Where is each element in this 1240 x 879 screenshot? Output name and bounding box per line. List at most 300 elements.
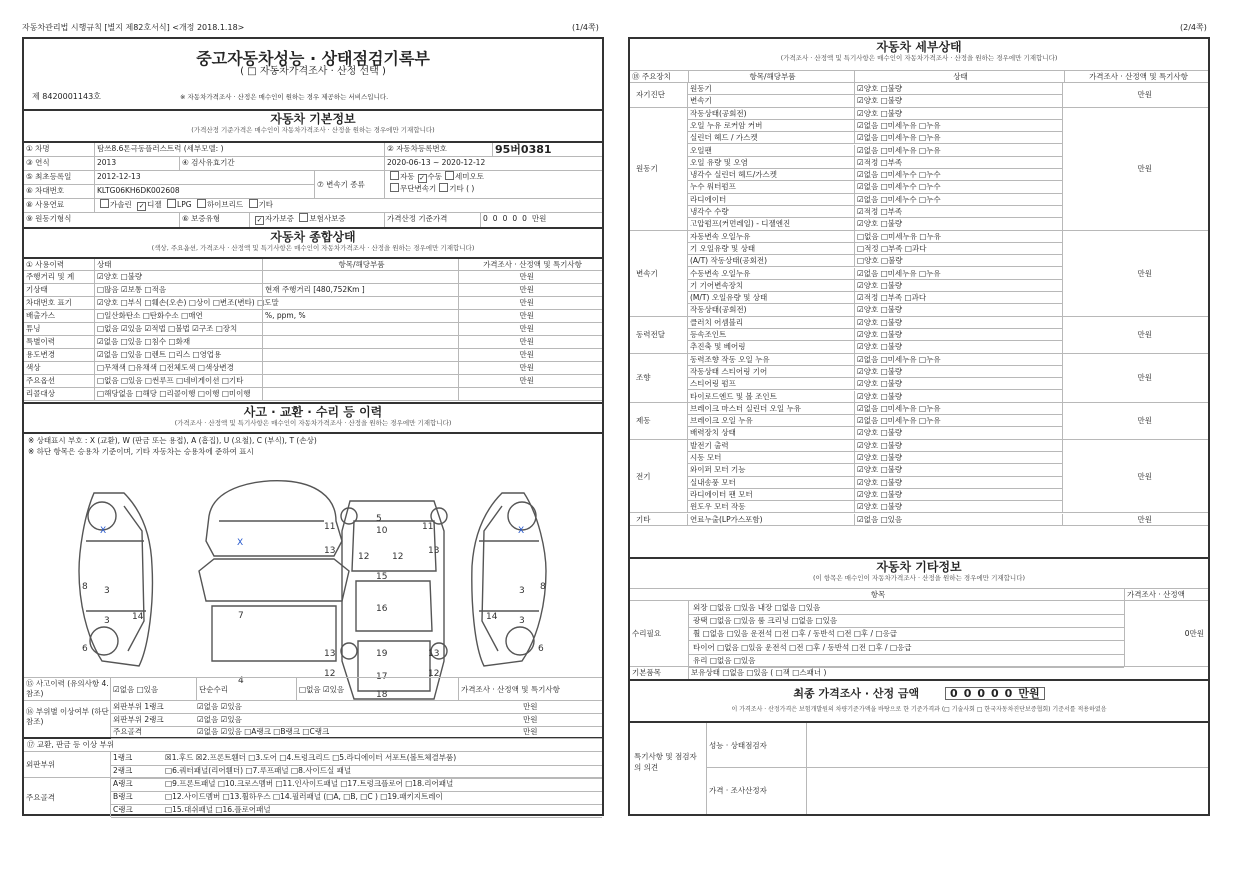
detail-row: [688, 329, 1062, 341]
detail-row: [688, 477, 1062, 489]
base-price-digit: 0: [522, 214, 532, 223]
trans-other-checkbox[interactable]: [439, 183, 448, 192]
base-price-digit: 0: [512, 214, 523, 223]
frame-rows: [110, 778, 602, 817]
overall-row-price: 만원: [458, 284, 604, 296]
overall-row-detail: [262, 388, 458, 400]
exchange-rank: C랭크: [113, 805, 133, 814]
detail-row-item: 작동상태 스티어링 기어: [690, 366, 768, 376]
part-16: 16: [376, 604, 388, 614]
rank-label: 외판부위 1랭크: [113, 702, 164, 711]
detail-row-state: ☑양호 □불량: [854, 83, 1064, 94]
detail-row-state: ☑없음 □미세누수 □누수: [854, 194, 1064, 205]
part-14: 14: [486, 612, 498, 622]
overall-row-price: 만원: [458, 362, 604, 374]
part-5: 5: [376, 514, 382, 524]
detail-row: [688, 83, 1062, 95]
warranty-insurer-label: 보험사보증: [309, 214, 346, 223]
base-price-digit: 0: [502, 214, 513, 223]
exchange-items: □9.프론트패널 □10.크로스멤버 □11.인사이드패널 □17.트렁크플로어 □18.리어패널: [165, 779, 454, 788]
detail-row: [688, 243, 1062, 255]
special-appraiser-input[interactable]: [806, 768, 1208, 814]
repair-row: 광택 □없음 □있음 룸 크리닝 □없음 □있음: [689, 614, 1124, 628]
overall-row-detail: [262, 336, 458, 348]
basic-items-row: [630, 667, 1208, 681]
detail-row: [688, 452, 1062, 464]
detail-row-state: ☑적정 □부족: [854, 206, 1064, 217]
engine-label: ⑨ 원동기형식: [26, 214, 72, 223]
detail-group-label: 원동기: [630, 108, 688, 231]
accident-legend: [24, 435, 602, 457]
first-reg-label: ⑤ 최초등록일: [24, 171, 94, 185]
detail-row-state: ☑적정 □부족 □과다: [854, 292, 1064, 303]
detail-row: [688, 366, 1062, 378]
page-number-1: (1/4쪽): [572, 23, 599, 32]
detail-row-state: ☑양호 □불량: [854, 440, 1064, 451]
base-price-digit: 0: [492, 214, 503, 223]
detail-note: (가격조사 · 산정액 및 특기사항은 매수인이 자동차가격조사 · 산정을 원하는 경우에만 기재합니다): [780, 54, 1058, 62]
basic-items-value: 보유상태 □없음 □있음 ( □잭 □스패너 ): [688, 667, 1124, 679]
reg-label: ② 자동차등록번호: [384, 143, 492, 156]
part-12: 12: [392, 552, 404, 562]
rank-row: [111, 726, 602, 739]
exchange-items: □6.쿼터패널(리어휀더) □7.루프패널 □8.사이드실 패널: [165, 766, 352, 775]
detail-group-label: 제동: [630, 403, 688, 440]
final-digit: 0: [977, 687, 991, 700]
detail-row-item: 라디에이터 팬 모터: [690, 489, 753, 499]
rank-row: [111, 701, 602, 714]
detail-row-item: 실린더 헤드 / 가스켓: [690, 133, 758, 143]
detail-row: [688, 231, 1062, 243]
part-18: 18: [376, 690, 388, 700]
fuel-diesel-label: 디젤: [147, 200, 162, 209]
detail-row-state: ☑없음 □미세누유 □누유: [854, 354, 1064, 365]
detail-row-item: 오일 유량 및 오염: [690, 157, 748, 167]
detail-row-state: ☑없음 □미세누유 □누유: [854, 268, 1064, 279]
detail-row: [688, 317, 1062, 329]
detail-row: [688, 169, 1062, 181]
overall-row-state: ☑없음 □있음 □침수 □화재: [94, 336, 262, 348]
final-price-line: [630, 687, 1208, 700]
other-header: [630, 557, 1208, 589]
overall-title: 자동차 종합상태: [270, 230, 356, 244]
trans-auto-label: 자동: [400, 172, 415, 181]
detail-row-item: 발전기 출력: [690, 440, 729, 450]
detail-row-item: 작동상태(공회전): [690, 305, 747, 315]
mark-x: X: [518, 526, 525, 536]
exchange-items: □12.사이드멤버 □13.휠하우스 □14.필러패널 (□A, □B, □C ) □19.패키지트레이: [165, 792, 443, 801]
base-price-unit: 만원: [531, 214, 547, 223]
detail-row-item: 스티어링 펌프: [690, 379, 736, 389]
trans-semi-checkbox[interactable]: [445, 171, 454, 180]
detail-row: [688, 292, 1062, 304]
detail-row: [688, 95, 1062, 107]
trans-cvt-checkbox[interactable]: [390, 183, 399, 192]
detail-row: [688, 268, 1062, 280]
overall-row-price: 만원: [458, 336, 604, 348]
detail-group-price: 만원: [1062, 514, 1208, 526]
detail-row: [688, 255, 1062, 267]
rank-state: ☑없음 ☑있음 □A랭크 □B랭크 □C랭크: [197, 727, 330, 736]
overall-row: [24, 349, 602, 362]
record-number: 제 8420001143호: [32, 92, 101, 101]
vin-value: KLTG06KH6DK002608: [94, 185, 314, 198]
rank-row: [111, 714, 602, 727]
detail-row-state: ☑없음 □미세누유 □누유: [854, 145, 1064, 156]
exchange-title-text: ⑰ 교환, 판금 등 이상 부위: [27, 740, 115, 749]
detail-group-price: 만원: [1062, 231, 1208, 317]
rank-state: ☑없음 ☑있음: [197, 702, 242, 711]
detail-row-state: ☑양호 □불량: [854, 341, 1064, 352]
part-12: 12: [324, 669, 336, 679]
detail-row: [688, 206, 1062, 218]
overall-row-detail: [262, 271, 458, 283]
basic-items-label: 기본품목: [632, 668, 661, 677]
detail-group-label: 동력전달: [630, 317, 688, 354]
part-11: 11: [422, 522, 434, 532]
law-reference: 자동차관리법 시행규칙 [별지 제82호서식] <개정 2018.1.18>: [22, 23, 245, 32]
part-3: 3: [519, 586, 525, 596]
outer-panel-rows: [110, 752, 602, 777]
part-6: 6: [538, 644, 544, 654]
model-value: 탐쓰8.6톤극동플러스트럭 (세부모델: ): [94, 143, 384, 156]
overall-row-state: ☑양호 □부식 □훼손(오손) □상이 □변조(변타) □도말: [94, 297, 262, 309]
detail-row-item: (A/T) 작동상태(공회전): [690, 256, 768, 266]
mark-x: X: [100, 526, 107, 536]
final-price-digits: [945, 687, 1045, 700]
detail-row-item: 시동 모터: [690, 453, 722, 462]
outer-panel-label: 외판부위: [26, 760, 55, 769]
repair-label: 수리필요: [632, 629, 661, 638]
final-unit: 만원: [1018, 687, 1040, 700]
repair-rows: [688, 601, 1124, 666]
exchange-rank: 1랭크: [113, 753, 133, 762]
page-number-2: (2/4쪽): [1180, 23, 1207, 32]
repair-row: 유리 □없음 □있음: [689, 654, 1124, 668]
title-block: [24, 39, 602, 111]
fuel-gasoline-checkbox[interactable]: [100, 199, 109, 208]
trans-semi-label: 세미오토: [455, 172, 484, 181]
overall-row-detail: [262, 349, 458, 361]
part-13: 13: [428, 546, 440, 556]
detail-group-label: 기타: [630, 514, 688, 526]
detail-group-label: 전기: [630, 440, 688, 514]
detail-row-item: 추진축 및 베어링: [690, 342, 746, 352]
detail-row-state: ☑양호 □불량: [854, 464, 1064, 475]
detail-row-item: 연료누출(LP가스포함): [690, 514, 763, 524]
repair-block: [630, 601, 1208, 667]
first-reg-value: 2012-12-13: [94, 171, 314, 185]
overall-row-detail: 현재 주행거리 [480,752Km ]: [262, 284, 458, 296]
detail-row-item: 동력조향 작동 오일 누유: [690, 354, 770, 364]
detail-row-item: 냉각수 실린더 헤드/가스켓: [690, 170, 777, 180]
overall-row: [24, 271, 602, 284]
fuel-other-checkbox[interactable]: [249, 199, 258, 208]
base-price-digit: 0: [483, 214, 493, 223]
fuel-gasoline-label: 가솔린: [110, 200, 132, 209]
fuel-hybrid-checkbox[interactable]: [197, 199, 206, 208]
rank-price: 만원: [523, 727, 538, 736]
overall-row: [24, 388, 602, 401]
overall-row-detail: [262, 323, 458, 335]
part-15: 15: [376, 572, 388, 582]
overall-row-detail: [262, 362, 458, 374]
detail-row: [688, 120, 1062, 132]
other-note: (이 항목은 매수인이 자동차가격조사 · 산정을 원하는 경우에만 기재합니다): [812, 574, 1026, 582]
overall-col-header: [24, 259, 602, 271]
detail-row: [688, 378, 1062, 390]
frame-block: [24, 778, 602, 817]
inspection-label: ④ 검사유효기간: [179, 157, 384, 170]
exchange-rank: B랭크: [113, 792, 133, 801]
overall-row-detail: %, ppm, %: [262, 310, 458, 322]
warranty-options: [249, 213, 384, 227]
special-inspector: 성능 · 상태점검자: [706, 723, 806, 768]
warranty-self-checkbox[interactable]: [255, 216, 264, 225]
accident-header: [24, 402, 602, 434]
detail-row-state: ☑없음 □미세누수 □누수: [854, 169, 1064, 180]
outer-panel-block: [24, 752, 602, 778]
detail-row: [688, 132, 1062, 144]
detail-row-state: ☑양호 □불량: [854, 489, 1064, 500]
base-price-value: [480, 213, 604, 227]
year-row: [24, 157, 602, 171]
detail-group-price: 만원: [1062, 83, 1208, 108]
accident-title: 사고 · 교환 · 수리 등 이력: [243, 405, 383, 419]
mark-x: X: [237, 538, 244, 548]
detail-row-item: 와이퍼 모터 기능: [690, 465, 746, 475]
detail-row-item: 클러치 어셈블리: [690, 317, 744, 327]
other-h-item: 항목: [870, 590, 886, 599]
detail-row-item: 브레이크 오일 누유: [690, 416, 753, 426]
overall-row: [24, 323, 602, 336]
basic-info-title: 자동차 기본정보: [270, 112, 356, 126]
exchange-row: [111, 778, 602, 792]
overall-row-state: □없음 ☑있음 ☑적법 □불법 ☑구조 □장치: [94, 323, 262, 335]
warranty-label: ⑥ 보증유형: [179, 213, 249, 227]
part-3: 3: [104, 616, 110, 626]
inspection-value: 2020-06-13 ~ 2020-12-12: [384, 157, 604, 170]
form-title: 중고자동차성능 · 상태점검기록부: [196, 49, 430, 68]
detail-group-label: 조향: [630, 354, 688, 403]
part-3: 3: [519, 616, 525, 626]
detail-row-item: 냉각수 수량: [690, 207, 729, 216]
basic-info-note: (가격산정 기준가격은 매수인이 자동차가격조사 · 산정을 원하는 경우에만 기재합니다): [191, 126, 435, 134]
overall-row: [24, 297, 602, 310]
part-4: 4: [238, 676, 244, 686]
warranty-self-label: 자가보증: [265, 214, 294, 223]
detail-row-state: ☑양호 □불량: [854, 501, 1064, 512]
detail-row-item: 실내송풍 모터: [690, 477, 736, 487]
detail-row-item: 고압펌프(커먼레일) - 디젤엔진: [690, 219, 791, 229]
detail-group-price: 만원: [1062, 317, 1208, 354]
detail-row-item: 배력장치 상태: [690, 428, 736, 438]
detail-row-state: □적정 □부족 □과다: [854, 243, 1064, 254]
part-10: 10: [376, 526, 388, 536]
part-12: 12: [358, 552, 370, 562]
exchange-row: [111, 804, 602, 818]
detail-row: [688, 427, 1062, 439]
repair-row: 타이어 □없음 □있음 운전석 □전 □후 / 동반석 □전 □후 / □응급: [689, 641, 1124, 655]
model-row: [24, 143, 602, 157]
fuel-diesel-checkbox[interactable]: [137, 202, 146, 211]
overall-row-state: □해당없음 □해당 □리콜이행 □이행 □미이행: [94, 388, 262, 400]
detail-row-state: ☑양호 □불량: [854, 477, 1064, 488]
rank-label: 외판부위 2랭크: [113, 714, 164, 724]
detail-row-state: ☑양호 □불량: [854, 329, 1064, 340]
detail-row-item: 기 오일유량 및 상태: [690, 243, 756, 253]
part-abnormal-block: [24, 701, 602, 739]
part-3: 3: [104, 586, 110, 596]
detail-row-state: ☑양호 □불량: [854, 391, 1064, 402]
overall-row-detail: [262, 297, 458, 309]
detail-row-state: ☑양호 □불량: [854, 317, 1064, 328]
service-note: ※ 자동차가격조사 · 산정은 매수인이 원하는 경우 제공하는 서비스입니다.: [180, 93, 389, 101]
overall-row-state: ☑없음 □있음 □렌트 □리스 □영업용: [94, 349, 262, 361]
final-note: 이 가격조사 · 산정가격은 보험개발원의 차량기준가액을 바탕으로 한 기준가격과 (□ 기술사회 □ 한국자동차진단보증협회) 기준서를 적용하였음: [731, 706, 1107, 713]
accident-history-row: [24, 677, 602, 701]
overall-row-label: 주요옵션: [26, 376, 55, 385]
fuel-lpg-checkbox[interactable]: [167, 199, 176, 208]
page-2: [628, 37, 1210, 816]
overall-row-label: 특별이력: [26, 337, 55, 346]
detail-row-item: 윈도우 모터 작동: [690, 502, 746, 512]
detail-row: [688, 391, 1062, 403]
detail-row-state: ☑적정 □부족: [854, 157, 1064, 168]
basic-info-header: [24, 111, 602, 143]
detail-row-state: ☑양호 □불량: [854, 452, 1064, 463]
repair-row: 외장 □없음 □있음 내장 □없음 □있음: [689, 601, 1124, 615]
rank-price: 만원: [523, 702, 538, 711]
detail-row-item: 오일 누유 로커암 커버: [690, 120, 763, 130]
repair-row: 휠 □없음 □있음 운전석 □전 □후 / 동반석 □전 □후 / □응급: [689, 627, 1124, 641]
part-6: 6: [82, 644, 88, 654]
trans-auto-checkbox[interactable]: [390, 171, 399, 180]
overall-h-detail: 항목/해당부품: [262, 259, 458, 270]
detail-row: [688, 341, 1062, 353]
overall-row-price: 만원: [458, 297, 604, 309]
first-reg-row: [24, 171, 602, 199]
overall-row: [24, 336, 602, 349]
rank-rows: [110, 701, 602, 737]
other-price-value: 0만원: [1124, 601, 1210, 666]
overall-row-price: 만원: [458, 271, 604, 283]
detail-row-item: 기 기어변속장치: [690, 280, 744, 290]
detail-row-state: ☑없음 □있음: [854, 514, 1064, 525]
page-1: [22, 37, 604, 816]
detail-row-state: ☑양호 □불량: [854, 218, 1064, 229]
special-block: [630, 723, 1208, 814]
reg-value: 95버0381: [492, 143, 604, 156]
detail-row: [688, 280, 1062, 292]
overall-row-label: 색상: [26, 363, 41, 372]
trans-manual-checkbox[interactable]: [418, 174, 427, 183]
engine-row: [24, 213, 602, 229]
detail-h-price: 가격조사 · 산정액 및 특기사항: [1064, 71, 1210, 82]
accident-history-label: ⑮ 사고이력 (유의사항 4.참조): [26, 679, 109, 698]
exchange-row: [111, 765, 602, 779]
overall-row-label: 튜닝: [26, 324, 41, 333]
detail-row: [688, 415, 1062, 427]
detail-h-device: ⑱ 주요장치: [632, 72, 671, 81]
fuel-row: [24, 199, 602, 213]
detail-row: [688, 464, 1062, 476]
overall-row-label: 리콜대상: [26, 389, 55, 398]
detail-row-state: ☑양호 □불량: [854, 427, 1064, 438]
special-inspector-input[interactable]: [806, 723, 1208, 768]
detail-row: [688, 157, 1062, 169]
form-subtitle: ( □ 자동차가격조사 · 산정 선택 ): [240, 66, 386, 77]
other-title: 자동차 기타정보: [876, 560, 962, 574]
detail-row-state: ☑없음 □미세누유 □누유: [854, 403, 1064, 414]
part-14: 14: [132, 612, 144, 622]
overall-h-price: 가격조사 · 산정액 및 특기사항: [458, 259, 604, 270]
detail-row-item: 원동기: [690, 84, 712, 93]
detail-row: [688, 354, 1062, 366]
part-13: 13: [428, 649, 440, 659]
simple-repair-state: □없음 ☑있음: [296, 678, 458, 700]
detail-group-price: 만원: [1062, 108, 1208, 231]
final-digit: 0: [1004, 687, 1019, 700]
exchange-title: [24, 739, 602, 752]
base-price-label: 가격산정 기준가격: [384, 213, 480, 227]
detail-row: [688, 403, 1062, 415]
part-13: 13: [324, 546, 336, 556]
overall-row-state: □많음 ☑보통 □적음: [94, 284, 262, 296]
part-17: 17: [376, 672, 388, 682]
detail-row: [688, 218, 1062, 230]
fuel-hybrid-label: 하이브리드: [206, 200, 244, 209]
exchange-rank: 2랭크: [113, 766, 133, 775]
overall-row: [24, 375, 602, 388]
overall-row-detail: [262, 375, 458, 387]
detail-row-state: ☑양호 □불량: [854, 108, 1064, 119]
fuel-lpg-label: LPG: [177, 200, 192, 209]
rank-label: 주요골격: [113, 727, 142, 736]
detail-row: [688, 514, 1062, 526]
part-19: 19: [376, 649, 388, 659]
model-label: ① 차명: [26, 144, 50, 153]
special-appraiser: 가격 · 조사산정자: [706, 768, 806, 814]
overall-row-price: 만원: [458, 375, 604, 387]
overall-row-label: 용도변경: [26, 350, 55, 359]
detail-row-item: (M/T) 오일유량 및 상태: [690, 293, 768, 303]
detail-row-state: ☑양호 □불량: [854, 95, 1064, 106]
detail-row-state: ☑양호 □불량: [854, 366, 1064, 377]
detail-row-item: 누수 워터펌프: [690, 182, 736, 192]
overall-row: [24, 310, 602, 323]
detail-title: 자동차 세부상태: [876, 40, 962, 54]
exchange-items: □15.대쉬패널 □16.플로어패널: [165, 805, 271, 814]
warranty-insurer-checkbox[interactable]: [299, 213, 308, 222]
overall-row-state: □일산화탄소 □탄화수소 □매연: [94, 310, 262, 322]
overall-note: (색상, 주요옵션, 가격조사 · 산정액 및 특기사항은 매수인이 자동차가격조사 · 산정을 원하는 경우에만 기재합니다): [151, 244, 475, 252]
detail-row-item: 자동변속 오일누유: [690, 231, 751, 241]
year-label: ③ 연식: [26, 158, 50, 167]
accident-price-header: 가격조사 · 산정액 및 특기사항: [458, 678, 604, 700]
exchange-items: ☒1.후드 ☒2.프론트휀더 □3.도어 □4.트렁크리드 □5.라디에이터 서포트(볼트체결부품): [165, 753, 457, 762]
detail-row: [688, 181, 1062, 193]
detail-row-item: 등속조인트: [690, 330, 727, 339]
detail-row: [688, 304, 1062, 316]
accident-history-state: ☑없음 □있음: [110, 678, 196, 700]
detail-group-label: 자기진단: [630, 83, 688, 108]
overall-row-label: 주행거리 및 계: [26, 272, 75, 281]
part-7: 7: [238, 611, 244, 621]
detail-row-state: ☑없음 □미세누유 □누유: [854, 415, 1064, 426]
overall-row-state: ☑양호 □불량: [94, 271, 262, 283]
special-label: 특기사항 및 점검자의 의견: [634, 752, 697, 772]
